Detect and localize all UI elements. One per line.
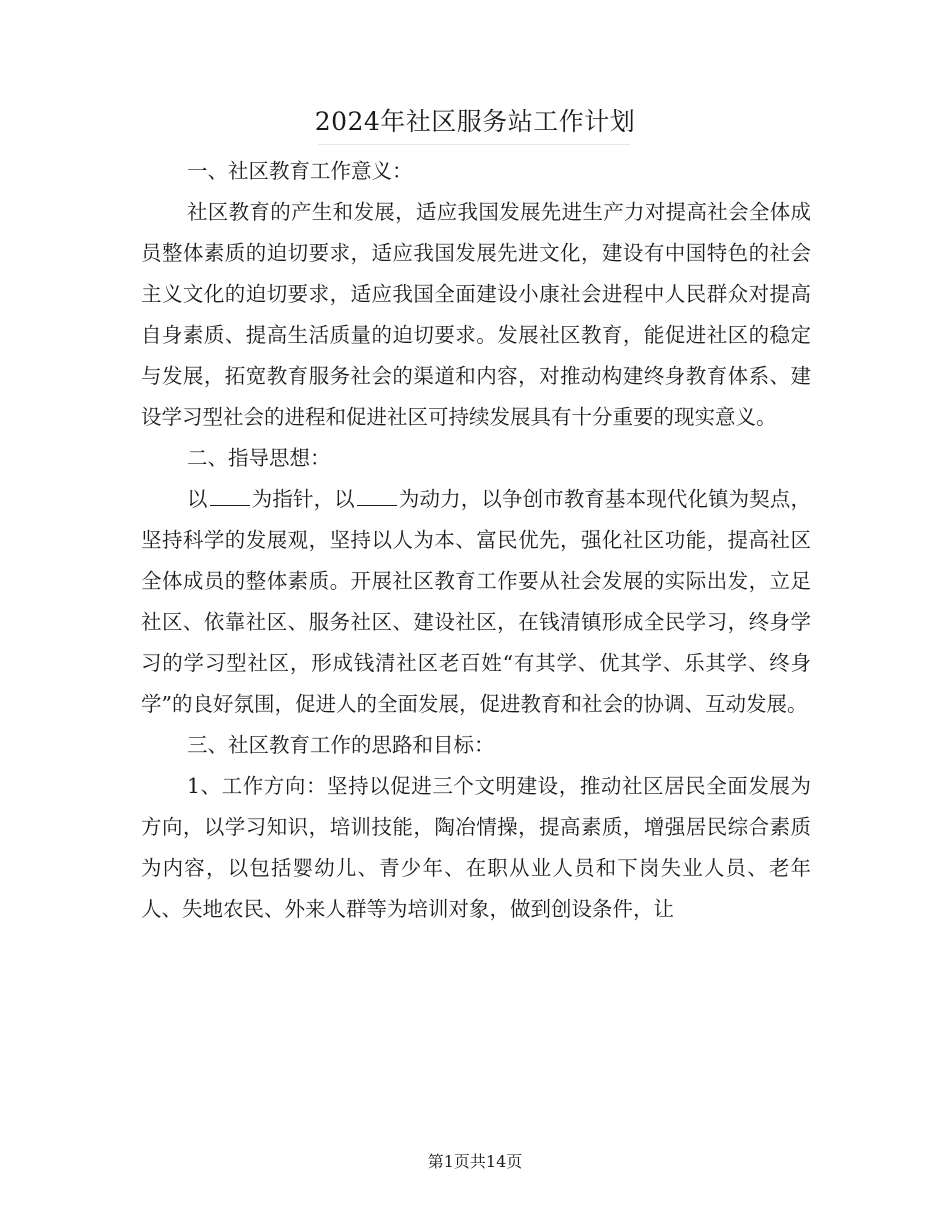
section-heading-3: 三、社区教育工作的思路和目标： (187, 733, 495, 757)
paragraph-text: 为指针，以 (251, 487, 355, 511)
paragraph-significance: 社区教育的产生和发展，适应我国发展先进生产力对提高社会全体成员整体素质的迫切要求，适应我国发展先进文化，建设有中国特色的社会主义文化的迫切要求，适应我国全面建设小康社会进程中人民群众对提高自身素质、提高生活质量的迫切要求。发展社区教育，能促进社区的稳定与发展，拓宽教育服务社会的渠道和内容，对推动构建终身教育体系、建设学习型社会的进程和促进社区可持续发展具有十分重要的现实意义。 (141, 200, 811, 429)
page-number: 第1页共14页 (427, 1152, 523, 1171)
paragraph-text: 以 (187, 487, 208, 511)
section-heading-1: 一、社区教育工作意义： (187, 159, 413, 183)
title-divider (318, 144, 630, 145)
paragraph-guiding-ideology (141, 479, 811, 725)
document-title: 2024年社区服务站工作计划 (314, 107, 636, 136)
blank-line (357, 483, 397, 506)
section-heading-2: 二、指导思想： (187, 446, 331, 470)
paragraph-text: 为动力，以争创市教育基本现代化镇为契点，坚持科学的发展观，坚持以人为本、富民优先，强化社区功能，提高社区全体成员的整体素质。开展社区教育工作要从社会发展的实际出发，立足社区、依靠社区、服务社区、建设社区，在钱清镇形成全民学习，终身学习的学习型社区，形成钱清社区老百姓“有其学、优其学、乐其学、终身学”的良好氛围，促进人的全面发展，促进教育和社会的协调、互动发展。 (141, 487, 812, 716)
blank-line (210, 483, 250, 506)
paragraph-work-direction: 1、工作方向：坚持以促进三个文明建设，推动社区居民全面发展为方向，以学习知识，培训技能，陶冶情操，提高素质，增强居民综合素质为内容，以包括婴幼儿、青少年、在职从业人员和下岗失业人员、老年人、失地农民、外来人群等为培训对象，做到创设条件，让 (141, 774, 811, 921)
document-body (141, 151, 811, 930)
